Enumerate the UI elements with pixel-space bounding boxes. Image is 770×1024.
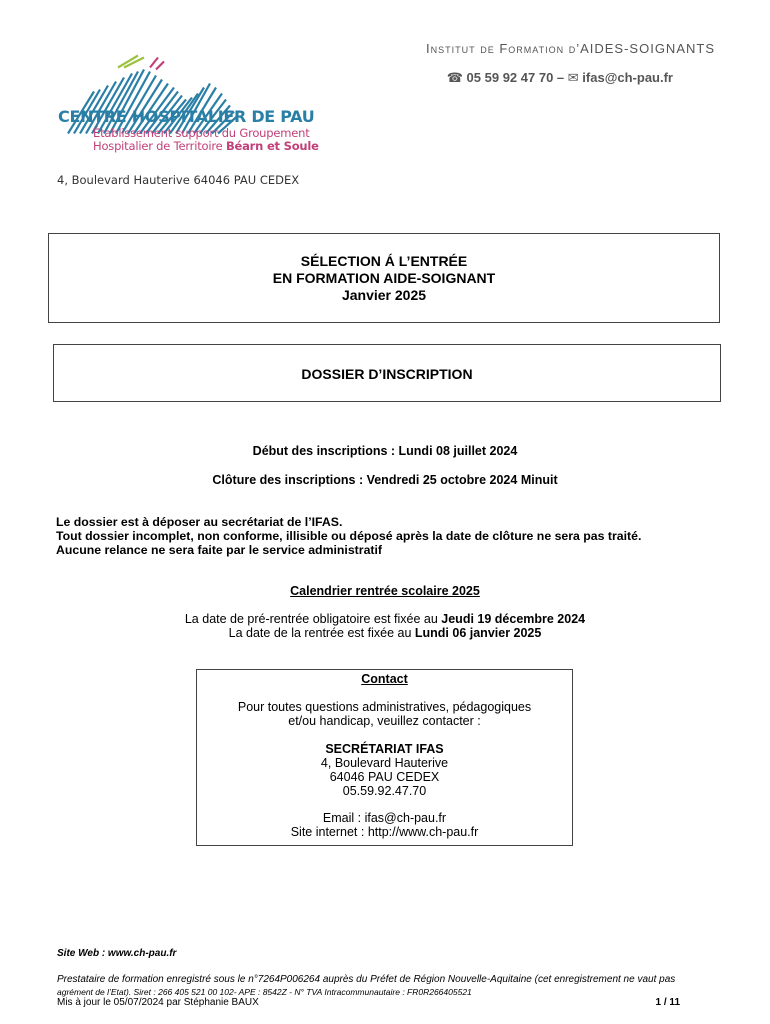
- notice-line-1: Le dossier est à déposer au secrétariat de l’IFAS.: [56, 515, 343, 529]
- rentree-label: La date de la rentrée est fixée au: [228, 626, 415, 640]
- contact-address-2: 64046 PAU CEDEX: [329, 770, 440, 784]
- contact-intro-1: Pour toutes questions administratives, pédagogiques: [237, 700, 532, 714]
- logo-title: CENTRE HOSPITALIER DE PAU: [58, 107, 315, 126]
- title-line-1: SÉLECTION Á L’ENTRÉE: [300, 253, 468, 269]
- calendar-pre-rentree: [0, 612, 770, 626]
- contact-intro-2: et/ou handicap, veuillez contacter :: [288, 714, 481, 728]
- contact-box: [196, 669, 573, 846]
- footer-website[interactable]: Site Web : www.ch-pau.fr: [57, 948, 177, 959]
- header-email[interactable]: ifas@ch-pau.fr: [582, 70, 673, 85]
- header-phone: 05 59 92 47 70 –: [466, 70, 565, 85]
- logo-subtitle-2-bold: Béarn et Soule: [225, 139, 319, 153]
- title-box: [48, 233, 720, 323]
- pre-rentree-date: Jeudi 19 décembre 2024: [441, 612, 586, 626]
- dossier-box: DOSSIER D’INSCRIPTION: [53, 344, 721, 402]
- calendar-rentree: [0, 626, 770, 640]
- logo-subtitle-2-prefix: Hospitalier de Territoire: [93, 139, 226, 153]
- header-contact: [447, 70, 673, 86]
- rentree-date: Lundi 06 janvier 2025: [414, 626, 542, 640]
- footer-legal-line-1: Prestataire de formation enregistré sous le n°7264P006264 auprès du Préfet de Région Nouvelle-Aquitaine (cet enregistrement ne vaut pas: [57, 974, 676, 985]
- contact-website[interactable]: Site internet : http://www.ch-pau.fr: [290, 825, 479, 839]
- title-line-2: EN FORMATION AIDE-SOIGNANT: [272, 270, 496, 286]
- contact-email[interactable]: Email : ifas@ch-pau.fr: [322, 811, 447, 825]
- contact-phone: 05.59.92.47.70: [342, 784, 427, 798]
- logo-subtitle-1: Établissement support du Groupement: [93, 126, 310, 140]
- notice-line-2: Tout dossier incomplet, non conforme, illisible ou déposé après la date de clôture ne sera pas traité.: [56, 529, 642, 543]
- header-address: 4, Boulevard Hauterive 64046 PAU CEDEX: [57, 173, 300, 187]
- contact-name: SECRÉTARIAT IFAS: [325, 742, 444, 756]
- footer-legal: [57, 974, 675, 998]
- notice-line-3: Aucune relance ne sera faite par le service administratif: [56, 543, 383, 557]
- inscription-close: Clôture des inscriptions : Vendredi 25 octobre 2024 Minuit: [212, 473, 558, 487]
- footer-legal-line-2: agrément de l’Etat). Siret : 266 405 521 00 102- APE : 8542Z - N° TVA Intracommunautaire : FR0R266405521: [57, 987, 472, 997]
- logo-subtitle-2: [93, 139, 319, 153]
- contact-address-1: 4, Boulevard Hauterive: [320, 756, 449, 770]
- title-line-3: Janvier 2025: [341, 287, 427, 303]
- phone-icon: ☎: [446, 70, 463, 85]
- institute-name: Institut de Formation d’AIDES-SOIGNANTS: [425, 41, 715, 56]
- envelope-icon: ✉: [567, 70, 579, 85]
- calendar-title: Calendrier rentrée scolaire 2025: [290, 584, 480, 598]
- pre-rentree-label: La date de pré-rentrée obligatoire est fixée au: [184, 612, 442, 626]
- page-number: 1 / 11: [655, 997, 680, 1008]
- contact-title: Contact: [361, 672, 408, 686]
- inscription-start: Début des inscriptions : Lundi 08 juillet 2024: [252, 444, 518, 458]
- footer-updated: Mis à jour le 05/07/2024 par Stéphanie BAUX: [57, 997, 259, 1008]
